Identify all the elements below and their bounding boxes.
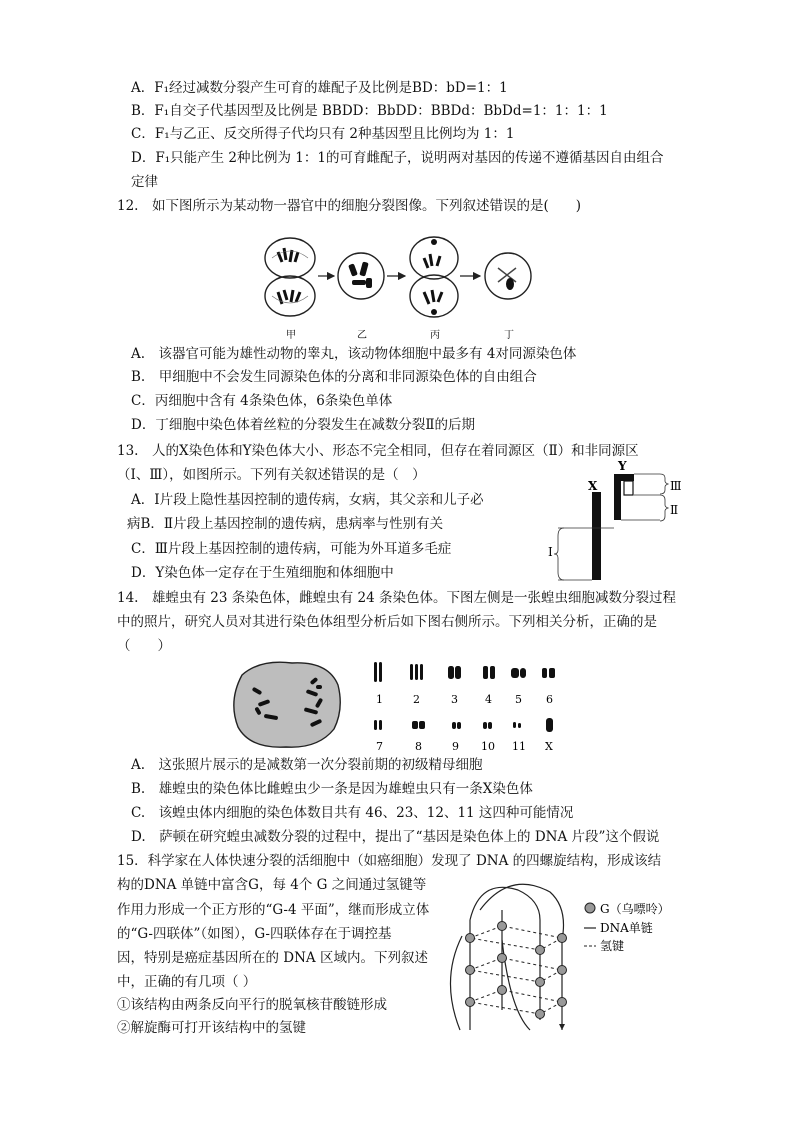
cell-ding <box>485 253 531 299</box>
q14-option-d: D. 萨顿在研究蝗虫减数分裂的过程中，提出了“基因是染色体上的 DNA 片段”这个假说 <box>131 829 660 845</box>
karyotype-label-1: 1 <box>376 693 383 706</box>
xy-chromosome-figure <box>548 458 688 582</box>
x-chromosome <box>592 492 601 580</box>
karyotype-label-9: 9 <box>452 740 459 752</box>
q14-stem-line3: （ ） <box>117 638 171 654</box>
q12-option-c: C．丙细胞中含有 4条染色体，6条染色单体 <box>131 393 393 409</box>
q13-option-c: C．Ⅲ片段上基因控制的遗传病，可能为外耳道多毛症 <box>131 541 452 557</box>
cell-yi <box>338 253 384 299</box>
q15-stem-line6: 中，正确的有几项（ ） <box>117 974 257 990</box>
grasshopper-cell-photo <box>230 657 345 751</box>
q14-option-a: A. 这张照片展示的是减数第一次分裂前期的初级精母细胞 <box>131 757 483 773</box>
karyotype-figure <box>366 660 566 752</box>
legend-hbond-label: 氢键 <box>600 939 625 953</box>
q15-item-2: ②解旋酶可打开该结构中的氢键 <box>117 1020 306 1036</box>
q11-option-d: D．F₁只能产生 2种比例为 1：1的可育雌配子，说明两对基因的传递不遵循基因自由组合 <box>131 150 664 166</box>
karyotype-label-x: X <box>545 740 553 752</box>
cell-jia <box>265 238 315 316</box>
karyotype-label-10: 10 <box>481 740 495 752</box>
q15-stem-line5: 因，特别是癌症基因所在的 DNA 区域内。下列叙述 <box>117 950 428 966</box>
karyotype-label-4: 4 <box>485 693 492 706</box>
q15-stem-line3: 作用力形成一个正方形的“G-4 平面”，继而形成立体 <box>117 902 430 918</box>
karyotype-label-3: 3 <box>451 693 458 706</box>
q12-option-a: A. 该器官可能为雄性动物的睾丸，该动物体细胞中最多有 4对同源染色体 <box>131 346 577 362</box>
cell-division-figure <box>258 232 548 344</box>
cell-label-yi: 乙 <box>357 330 367 341</box>
q15-item-1: ①该结构由两条反向平行的脱氧核苷酸链形成 <box>117 997 387 1013</box>
karyotype-label-2: 2 <box>413 693 420 706</box>
q13-option-b: 病B．Ⅱ片段上基因控制的遗传病，患病率与性别有关 <box>127 516 444 532</box>
label-region-3: Ⅲ <box>670 479 682 493</box>
q13-option-d: D．Y染色体一定存在于生殖细胞和体细胞中 <box>131 565 394 581</box>
legend-strand-label: DNA单链 <box>600 921 653 935</box>
q14-option-b: B. 雄蝗虫的染色体比雌蝗虫少一条是因为雄蝗虫只有一条X染色体 <box>131 781 533 797</box>
karyotype-label-8: 8 <box>415 740 422 752</box>
q11-option-b: B．F₁自交子代基因型及比例是 BBDD：BbDD：BBDd：BbDd=1：1：1：1 <box>131 103 608 119</box>
legend-g-icon <box>585 903 595 913</box>
q12-option-b: B. 甲细胞中不会发生同源染色体的分离和非同源染色体的自由组合 <box>131 369 537 385</box>
karyotype-label-7: 7 <box>376 740 383 752</box>
q12-stem: 12. 如下图所示为某动物一器官中的细胞分裂图像。下列叙述错误的是( ) <box>117 198 582 214</box>
label-region-2: Ⅱ <box>670 503 679 517</box>
q11-option-d-cont: 定律 <box>131 174 158 190</box>
q11-option-a: A．F₁经过减数分裂产生可育的雄配子及比例是BD：bD=1：1 <box>131 80 508 96</box>
q14-stem-line2: 中的照片，研究人员对其进行染色体组型分析后如下图右侧所示。下列相关分析，正确的是 <box>117 614 657 630</box>
label-region-1: Ⅰ <box>548 545 553 559</box>
label-x: X <box>588 479 598 493</box>
cell-bing <box>410 237 458 317</box>
legend-g-label: G（乌嘌呤） <box>600 902 670 916</box>
q14-option-c: C. 该蝗虫体内细胞的染色体数目共有 46、23、12、11 这四种可能情况 <box>131 805 574 821</box>
q12-option-d: D．丁细胞中染色体着丝粒的分裂发生在减数分裂Ⅱ的后期 <box>131 417 475 433</box>
cell-label-jia: 甲 <box>286 330 296 341</box>
q13-option-a: A．Ⅰ片段上隐性基因控制的遗传病，女病，其父亲和儿子必 <box>131 492 484 508</box>
karyotype-label-6: 6 <box>546 693 553 706</box>
q11-option-c: C．F₁与乙正、反交所得子代均只有 2种基因型且比例均为 1：1 <box>131 126 515 142</box>
q15-stem-line4: 的“G-四联体”（如图），G-四联体存在于调控基 <box>117 926 392 942</box>
cell-label-ding: 丁 <box>504 330 514 341</box>
q15-stem-line1: 15．科学家在人体快速分裂的活细胞中（如癌细胞）发现了 DNA 的四螺旋结构，形成该结 <box>117 853 662 869</box>
label-y: Y <box>618 459 627 473</box>
q15-stem-line2: 构的DNA 单链中富含G，每 4个 G 之间通过氢键等 <box>117 877 427 893</box>
q13-stem-line2: （Ⅰ、Ⅲ），如图所示。下列有关叙述错误的是（ ） <box>117 467 426 483</box>
g-quadruplex-figure <box>440 880 690 1040</box>
karyotype-label-11: 11 <box>512 740 526 752</box>
q13-stem-line1: 13. 人的X染色体和Y染色体大小、形态不完全相同，但存在着同源区（Ⅱ）和非同源区 <box>117 443 639 459</box>
q14-stem-line1: 14. 雄蝗虫有 23 条染色体，雌蝗虫有 24 条染色体。下图左侧是一张蝗虫细胞减数分裂过程 <box>117 590 676 606</box>
cell-label-bing: 丙 <box>430 330 440 341</box>
karyotype-label-5: 5 <box>515 693 522 706</box>
